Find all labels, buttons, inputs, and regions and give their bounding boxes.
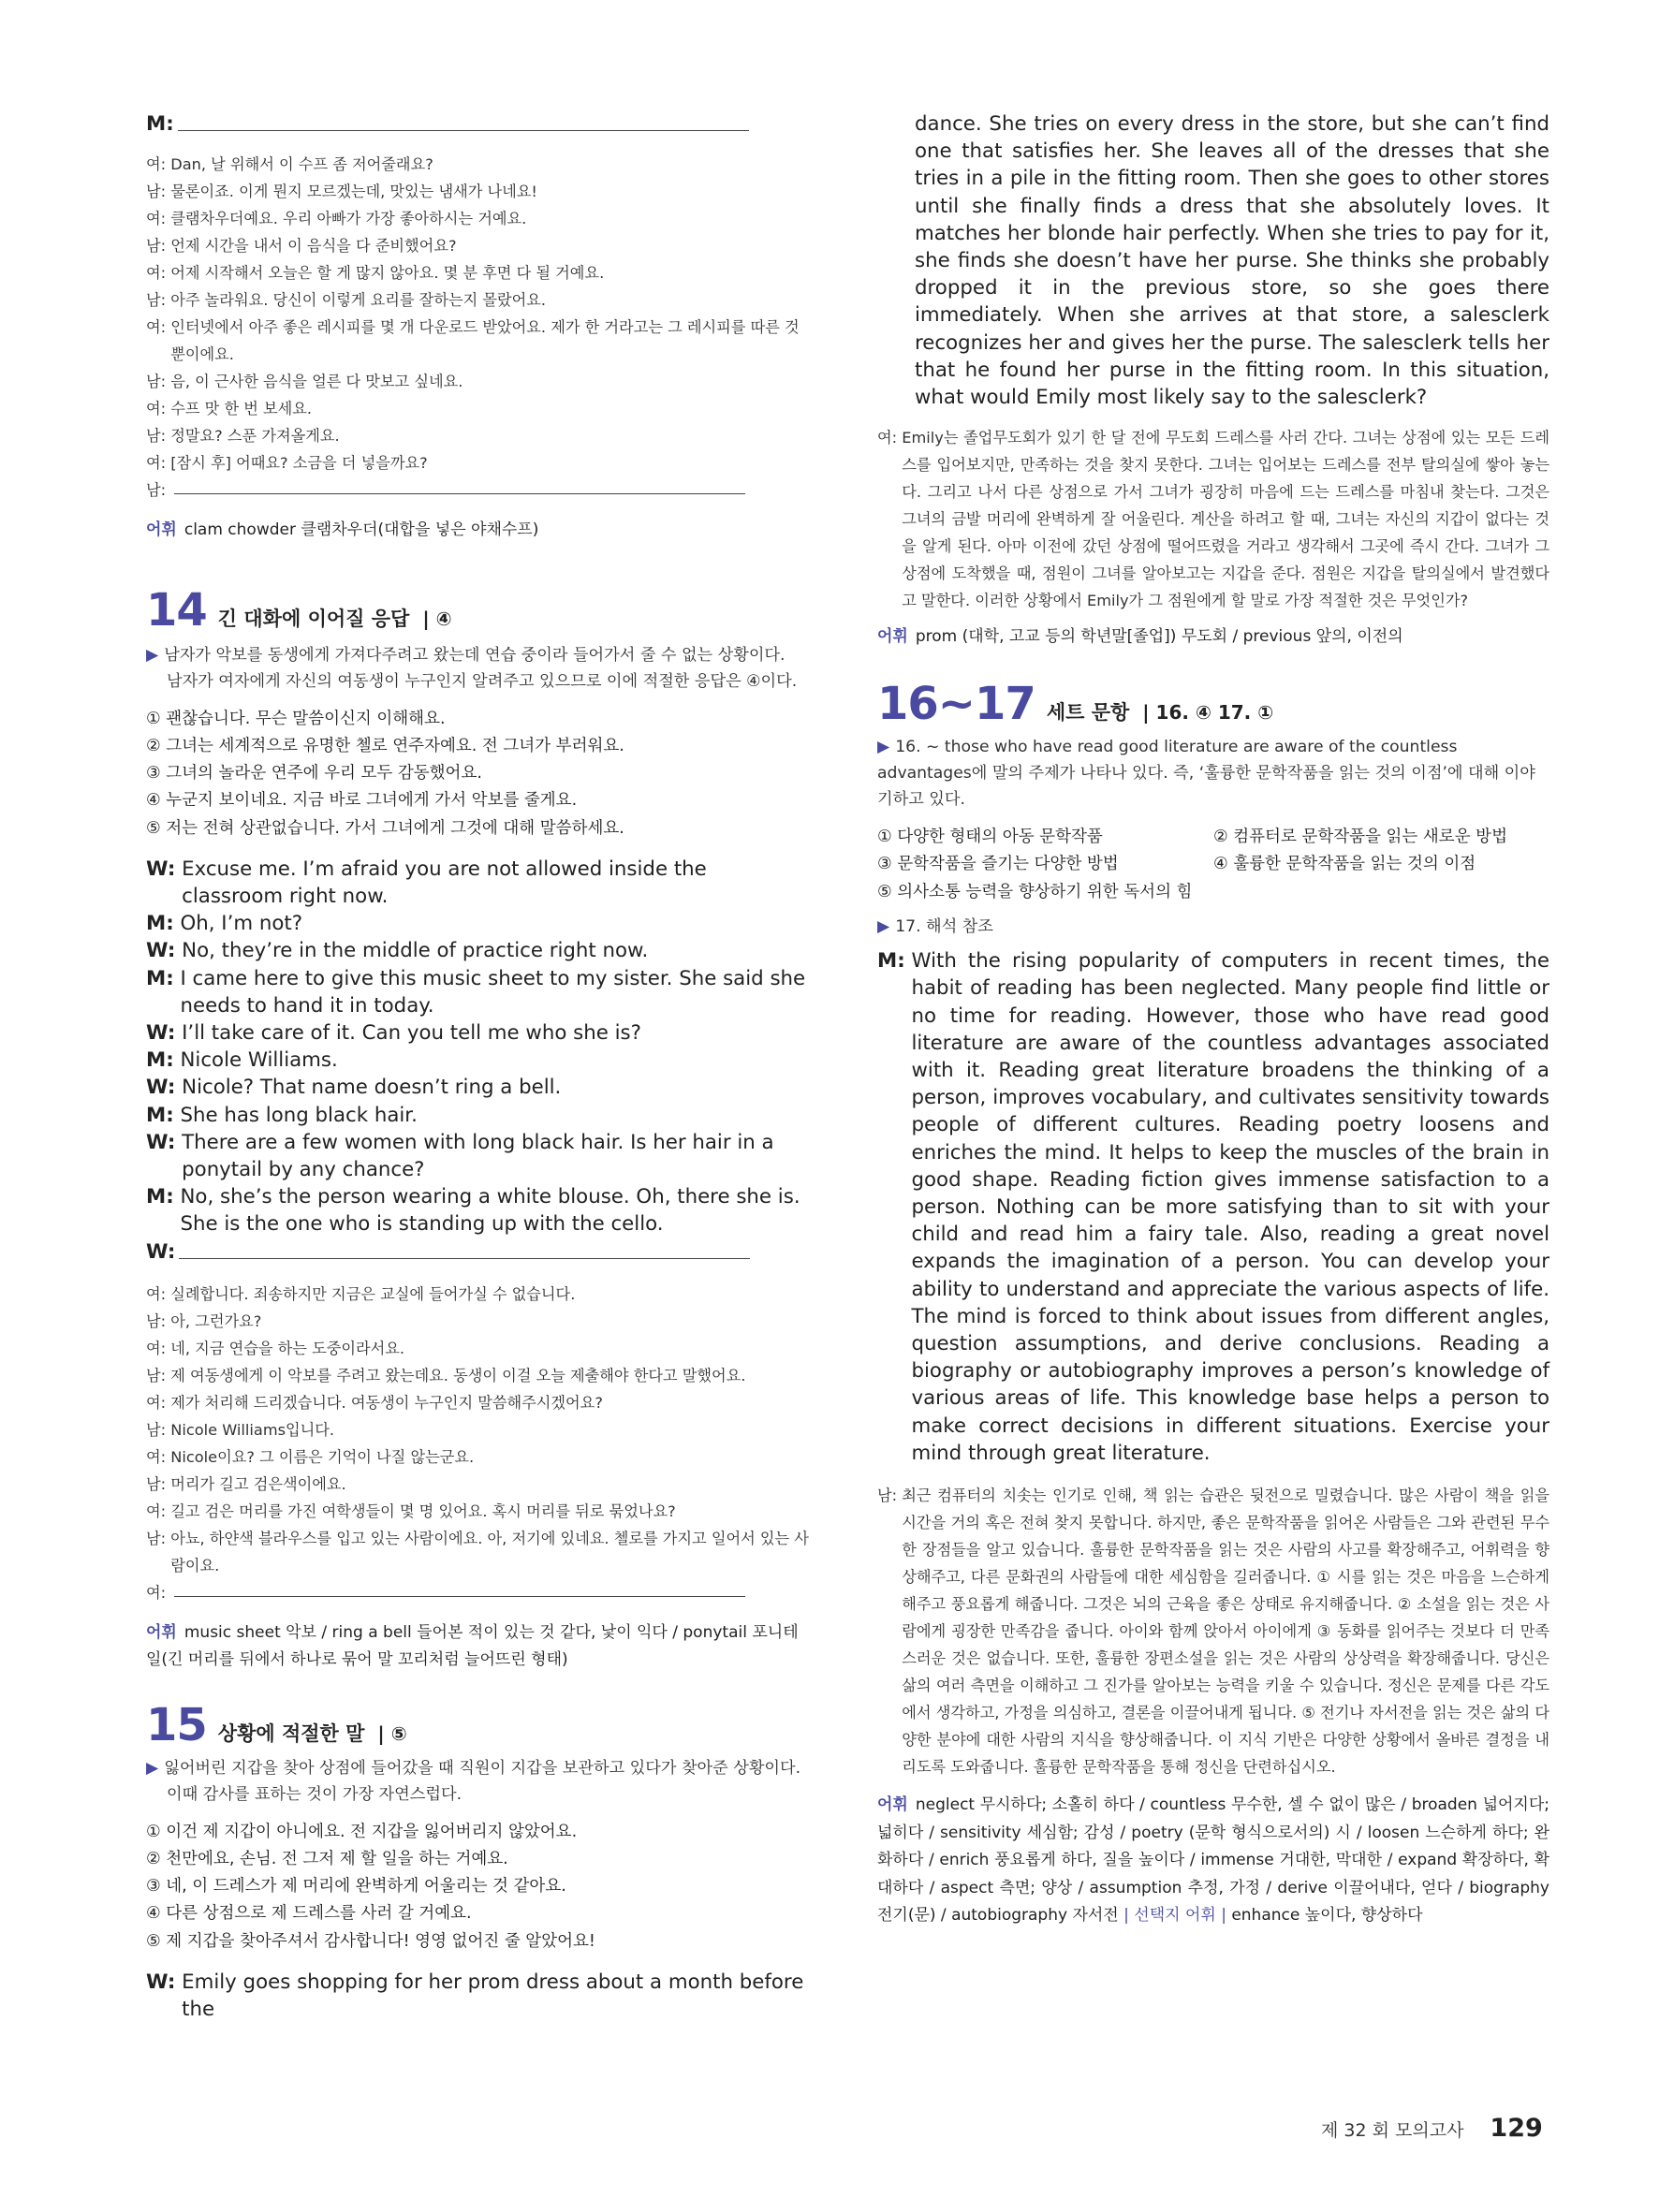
option: ② 컴퓨터로 문학작품을 읽는 새로운 방법 [1213, 827, 1507, 846]
exam-label: 제 32 회 모의고사 [1321, 2120, 1464, 2141]
dialogue-text: Emily goes shopping for her prom dress about a month before the [182, 1970, 804, 2021]
dialogue-text: Nicole Williams. [180, 1048, 338, 1073]
speaker: W: [146, 939, 176, 963]
vocab-text: music sheet 악보 / ring a bell 들어본 적이 있는 것 같다, 낯이 익다 / ponytail 포니테일(긴 머리를 뒤에서 하나로 묶어 말 꼬리처럼 늘어뜨린 형태) [146, 1622, 799, 1670]
translation-text: 물론이죠. 이게 뭔지 모르겠는데, 맛있는 냄새가 나네요! [170, 183, 537, 201]
speaker: W: [146, 1020, 176, 1045]
translation-line [146, 1416, 814, 1443]
speaker: 남: [146, 1420, 171, 1439]
translation-text: 클램차우더예요. 우리 아빠가 가장 좋아하시는 거예요. [170, 210, 527, 228]
translation-line [146, 1335, 814, 1362]
translation-text: Nicole이요? 그 이름은 기억이 나질 않는군요. [170, 1447, 475, 1466]
dialogue-text: Nicole? That name doesn’t ring a bell. [182, 1076, 562, 1100]
translation-line [146, 422, 814, 449]
vocab-text: prom (대학, 고교 등의 학년말[졸업]) 무도회 / previous 앞의, 이전의 [915, 627, 1403, 647]
speaker: 남: [146, 481, 171, 500]
option: ① 이건 제 지갑이 아니에요. 전 지갑을 잃어버리지 않았어요. [146, 1822, 578, 1841]
speaker: W: [146, 1970, 176, 1994]
translation-text: 음, 이 근사한 음식을 얼른 다 맛보고 싶네요. [170, 373, 463, 391]
translation-text: Dan, 날 위해서 이 수프 좀 저어줄래요? [170, 155, 433, 174]
section-answer: | ⑤ [377, 1721, 407, 1745]
speaker: 여: [146, 1284, 171, 1303]
option: ② 그녀는 세계적으로 유명한 첼로 연주자예요. 전 그녀가 부러워요. [146, 736, 624, 755]
translation-line [146, 286, 814, 314]
dialogue-text: With the rising popularity of computers in recent times, the habit of reading has been neglected. Many people find little or no time for reading. However, those who have read good literature are aware of the countless advantages associated with it. Reading great literature broadens the thinking of a person, improves vocabulary, and cultivates sensitivity towards people of different cultures. Reading poetry loosens and enriches the mind. It helps to keep the muscles of the brain in good shape. Reading fiction gives immense satisfaction to a person. Nothing can be more satisfying than to sit with your child and read him a fairy tale. Also, reading a great novel expands the imagination of a person. You can develop your ability to understand and appreciate the various aspects of life. The mind is forced to think about issues from different angles, question assumptions, and derive conclusions. Reading a biography or autobiography improves a person’s knowledge of various areas of life. This knowledge base helps a person to make correct decisions in different situations. Exercise your mind through great literature. [911, 949, 1549, 1465]
translation-16-17 [877, 1482, 1549, 1780]
section-answer: | 16. ④ 17. ① [1142, 700, 1274, 724]
speaker: M: [877, 949, 905, 974]
speaker: 여: [146, 400, 171, 418]
option: ③ 그녀의 놀라운 연주에 우리 모두 감동했어요. [146, 764, 482, 784]
translation-line [146, 1281, 814, 1308]
translation-text: 언제 시간을 내서 이 음식을 다 준비했어요? [170, 237, 457, 256]
speaker: M: [146, 1103, 174, 1127]
section-title: 상황에 적절한 말 [217, 1721, 365, 1745]
speaker: 여: [877, 429, 898, 447]
speaker: W: [146, 1130, 176, 1154]
translation-line [146, 1308, 814, 1335]
option: ⑤ 제 지갑을 찾아주셔서 감사합니다! 영영 없어진 줄 알았어요! [146, 1931, 595, 1951]
translation-text: 제 여동생에게 이 악보를 주려고 왔는데요. 동생이 이걸 오늘 제출해야 한다고 말했어요. [170, 1366, 746, 1384]
triangle-icon: ▶ [877, 737, 890, 756]
translation-13 [146, 151, 814, 504]
speaker: 남: [146, 1474, 171, 1493]
translation-line [146, 476, 814, 504]
options-14 [146, 706, 814, 842]
option: ① 괜찮습니다. 무슨 말씀이신지 이해해요. [146, 709, 446, 728]
speaker: 여: [146, 1339, 171, 1357]
translation-line [146, 1525, 814, 1579]
page-number: 129 [1490, 2114, 1543, 2143]
translation-text: 아주 놀라워요. 당신이 이렇게 요리를 잘하는지 몰랐어요. [170, 291, 547, 310]
speaker: 여: [146, 155, 171, 174]
option: ⑤ 의사소통 능력을 향상하기 위한 독서의 힘 [877, 882, 1193, 901]
translation-line [146, 1471, 814, 1498]
dialogue-text: I came here to give this music sheet to my sister. She said she needs to hand it in today. [180, 966, 806, 1018]
translation-line [146, 1443, 814, 1471]
explanation-line: 17. 해석 참조 [895, 917, 993, 937]
vocab-16-17 [877, 1792, 1549, 1930]
section-answer: | ④ [422, 607, 452, 630]
option: ① 다양한 형태의 아동 문학작품 [877, 827, 1103, 846]
speaker: 남: [146, 373, 171, 391]
section-number: 15 [146, 1698, 207, 1751]
dialogue-text: Excuse me. I’m afraid you are not allowed inside the classroom right now. [182, 857, 707, 908]
translation-text: 실례합니다. 죄송하지만 지금은 교실에 들어가실 수 없습니다. [170, 1284, 576, 1303]
speaker: 여: [146, 264, 171, 283]
translation-line [146, 449, 814, 476]
speaker: 여: [146, 1393, 171, 1412]
option: ④ 누군지 보이네요. 지금 바로 그녀에게 가서 악보를 줄게요. [146, 791, 578, 811]
speaker: 남: [146, 183, 171, 201]
speaker: 여: [146, 1447, 171, 1466]
translation-text: Nicole Williams입니다. [170, 1420, 335, 1439]
translation-line [146, 178, 814, 205]
vocab-text: neglect 무시하다; 소홀히 하다 / countless 무수한, 셀 수 없이 많은 / broaden 넓어지다; 넓히다 / sensitivity 세심함; 감성 / poetry (문학 형식으로서의) 시 / loosen 느슨하게 하다; 완화하다 / enrich 풍요롭게 하다, 질을 높이다 / immense 거대한, 막대한 / expand 확장하다, 확대하다 / aspect 측면; 양상 / assumption 추정, 가정 / derive 이끌어내다, 얻다 / biography 전기(문) / autobiography 자서전 [877, 1795, 1549, 1926]
translation-line [146, 1389, 814, 1416]
translation-text: 인터넷에서 아주 좋은 레시피를 몇 개 다운로드 받았어요. 제가 한 거라고는 그 레시피를 따른 것뿐이에요. [170, 318, 800, 364]
translation-14 [146, 1281, 814, 1606]
dialogue-15-continued [877, 110, 1549, 411]
speaker: 여: [146, 210, 171, 228]
option: ⑤ 저는 전혀 상관없습니다. 가서 그녀에게 그것에 대해 말씀하세요. [146, 818, 624, 838]
option: ④ 훌륭한 문학작품을 읽는 것의 이점 [1213, 855, 1476, 874]
translation-line [146, 259, 814, 286]
speaker: 남: [146, 1311, 171, 1330]
speaker: M: [146, 1048, 174, 1073]
translation-line [146, 205, 814, 232]
translation-text: 아뇨, 하얀색 블라우스를 입고 있는 사람이에요. 아, 저기에 있네요. 첼로를 가지고 일어서 있는 사람이요. [170, 1529, 809, 1575]
speaker: 남: [146, 1366, 171, 1384]
triangle-icon: ▶ [146, 645, 159, 665]
vocab-text: clam chowder 클램차우더(대합을 넣은 야채수프) [184, 520, 539, 540]
left-column [146, 110, 814, 2023]
translation-text: 네, 지금 연습을 하는 도중이라서요. [170, 1339, 405, 1357]
section-16-17-header [877, 678, 1549, 730]
vocab-text: enhance 높이다, 향상하다 [1231, 1906, 1423, 1926]
vocab-14 [146, 1619, 814, 1675]
explanation-16 [877, 734, 1549, 813]
vocab-subheading: | 선택지 어휘 | [1123, 1906, 1226, 1926]
speaker: M: [146, 1185, 174, 1209]
vocab-15 [877, 623, 1549, 652]
section-14-header [146, 584, 814, 637]
translation-15 [877, 424, 1549, 614]
speaker: 여: [146, 1502, 171, 1520]
dialogue-text: She has long black hair. [180, 1103, 418, 1127]
vocab-tag: 어휘 [877, 1795, 908, 1815]
vocab-tag: 어휘 [146, 1622, 177, 1642]
translation-text: 수프 맛 한 번 보세요. [170, 400, 313, 418]
speaker: W: [146, 1239, 176, 1264]
section-number: 16~17 [877, 677, 1035, 730]
option: ③ 네, 이 드레스가 제 머리에 완벽하게 어울리는 것 같아요. [146, 1877, 566, 1897]
dialogue-15-start [146, 1969, 814, 2023]
speaker: M: [146, 966, 174, 990]
answer-blank [179, 1238, 750, 1259]
explanation-line: 16. ~ those who have read good literature are aware of the countless advantages에 말의 주제가 나타나 있다. 즉, ‘훌륭한 문학작품을 읽는 것의 이점’에 대해 이야기하고 있다. [877, 737, 1535, 809]
dialogue-text: No, they’re in the middle of practice right now. [182, 939, 649, 963]
speaker: 남: [146, 427, 171, 446]
translation-text: Emily는 졸업무도회가 있기 한 달 전에 무도회 드레스를 사러 간다. 그녀는 상점에 있는 모든 드레스를 입어보지만, 만족하는 것을 찾지 못한다. 그녀는 입어보는 드레스를 전부 탈의실에 쌓아 놓는다. 그리고 나서 다른 상점으로 가서 그녀가 굉장히 마음에 드는 드레스를 마침내 찾는다. 그것은 그녀의 금발 머리에 완벽하게 잘 어울린다. 계산을 하려고 할 때, 그녀는 자신의 지갑이 없다는 것을 알게 된다. 아마 이전에 갔던 상점에 떨어뜨렸을 거라고 생각해서 그곳에 즉시 간다. 그녀가 그 상점에 도착했을 때, 점원이 그녀를 알아보고는 지갑을 준다. 점원은 지갑을 탈의실에서 발견했다고 말한다. 이러한 상황에서 Emily가 그 점원에게 할 말로 가장 적절한 것은 무엇인가? [902, 429, 1549, 610]
speaker: M: [146, 912, 174, 936]
translation-line [146, 232, 814, 259]
translation-line [146, 368, 814, 395]
translation-text: 제가 처리해 드리겠습니다. 여동생이 누구인지 말씀해주시겠어요? [170, 1393, 603, 1412]
option: ④ 다른 상점으로 제 드레스를 사러 갈 거예요. [146, 1904, 472, 1924]
option: ② 천만에요, 손님. 전 그저 제 할 일을 하는 거예요. [146, 1849, 508, 1868]
options-16 [877, 824, 1549, 907]
explanation-line: 남자가 여자에게 자신의 여동생이 누구인지 알려주고 있으므로 이에 적절한 응답은 ④이다. [167, 671, 798, 691]
translation-text: 정말요? 스푼 가져올게요. [170, 427, 340, 446]
translation-line [146, 314, 814, 368]
translation-line [146, 395, 814, 422]
speaker: W: [146, 1076, 176, 1100]
explanation-line: 남자가 악보를 동생에게 가져다주려고 왔는데 연습 중이라 들어가서 줄 수 없는 상황이다. [164, 645, 786, 665]
translation-line [146, 151, 814, 178]
translation-text: [잠시 후] 어때요? 소금을 더 넣을까요? [170, 454, 428, 473]
dialogue-14 [146, 856, 814, 1266]
speaker: 여: [146, 1583, 171, 1602]
speaker: 남: [146, 1529, 171, 1547]
triangle-icon: ▶ [877, 917, 890, 937]
vocab-tag: 어휘 [877, 627, 908, 647]
dialogue-text: Oh, I’m not? [180, 912, 303, 936]
section-title: 세트 문항 [1046, 700, 1130, 724]
translation-text: 길고 검은 머리를 가진 여학생들이 몇 명 있어요. 혹시 머리를 뒤로 묶었나요? [170, 1502, 676, 1520]
translation-text: 어제 시작해서 오늘은 할 게 많지 않아요. 몇 분 후면 다 될 거예요. [170, 264, 605, 283]
answer-blank [178, 110, 749, 131]
translation-text: 머리가 길고 검은색이에요. [170, 1474, 346, 1493]
dialogue-text: dance. She tries on every dress in the store, but she can’t find one that satisfies her. She leaves all of the dresses that she tries in a pile in the fitting room. Then she goes to other stores until she finally finds a dress that she absolutely loves. It matches her blonde hair perfectly. When she tries to pay for it, she finds she doesn’t have her purse. She thinks she probably dropped it in the previous store, so she goes there immediately. When she arrives at that store, a salesclerk recognizes her and gives her the purse. The salesclerk tells her that he found her purse in the fitting room. In this situation, what would Emily most likely say to the salesclerk? [915, 112, 1549, 410]
answer-blank [174, 476, 745, 494]
explanation-15 [146, 1755, 814, 1808]
translation-text: 아, 그런가요? [170, 1311, 262, 1330]
speaker: 남: [146, 291, 171, 310]
speaker: M: [146, 112, 174, 136]
answer-blank [174, 1579, 745, 1597]
speaker: 남: [146, 237, 171, 256]
speaker: 여: [146, 318, 171, 337]
options-15 [146, 1819, 814, 1956]
explanation-17 [877, 914, 1549, 940]
section-15-header [146, 1699, 814, 1751]
triangle-icon: ▶ [146, 1758, 159, 1778]
translation-line [146, 1362, 814, 1389]
speaker: W: [146, 857, 176, 881]
vocab-13 [146, 517, 814, 545]
explanation-line: 이때 감사를 표하는 것이 가장 자연스럽다. [167, 1784, 463, 1804]
section-number: 14 [146, 583, 207, 637]
dialogue-text: I’ll take care of it. Can you tell me who she is? [182, 1020, 641, 1045]
explanation-14 [146, 642, 814, 695]
dialogue-16-17 [877, 947, 1549, 1467]
speaker: 남: [877, 1487, 898, 1505]
section-title: 긴 대화에 이어질 응답 [217, 607, 410, 630]
translation-line [146, 1498, 814, 1525]
translation-line [146, 1579, 814, 1606]
translation-text: 최근 컴퓨터의 치솟는 인기로 인해, 책 읽는 습관은 뒷전으로 밀렸습니다. 많은 사람이 책을 읽을 시간을 거의 혹은 전혀 찾지 못합니다. 하지만, 좋은 문학작품을 읽어온 사람들은 그와 관련된 무수한 장점들을 알고 있습니다. 훌륭한 문학작품을 읽는 것은 사람의 사고를 확장해주고, 어휘력을 향상해주고, 다른 문화권의 사람들에 대한 세심함을 길러줍니다. ① 시를 읽는 것은 마음을 느슨하게 해주고 풍요롭게 해줍니다. 그것은 뇌의 근육을 좋은 상태로 유지해줍니다. ② 소설을 읽는 것은 사람에게 굉장한 만족감을 줍니다. 아이와 함께 앉아서 아이에게 ③ 동화를 읽어주는 것보다 더 만족스러운 것은 없습니다. 또한, 훌륭한 장편소설을 읽는 것은 사람의 상상력을 확장해줍니다. 당신은 삶의 여러 측면을 이해하고 그 진가를 알아보는 능력을 키울 수 있습니다. 정신은 문제를 다른 각도에서 생각하고, 가정을 의심하고, 결론을 이끌어내게 됩니다. ⑤ 전기나 자서전을 읽는 것은 삶의 다양한 분야에 대한 사람의 지식을 향상해줍니다. 이 지식 기반은 다양한 상황에서 올바른 결정을 내리도록 도와줍니다. 훌륭한 문학작품을 통해 정신을 단련하십시오. [902, 1487, 1549, 1777]
vocab-tag: 어휘 [146, 520, 177, 540]
right-column [877, 110, 1549, 1930]
explanation-line: 잃어버린 지갑을 찾아 상점에 들어갔을 때 직원이 지갑을 보관하고 있다가 찾아준 상황이다. [164, 1758, 801, 1778]
dialogue-text: There are a few women with long black hair. Is her hair in a ponytail by any chance? [182, 1130, 774, 1181]
option: ③ 문학작품을 즐기는 다양한 방법 [877, 855, 1119, 874]
page-footer [1321, 2114, 1543, 2143]
speaker: 여: [146, 454, 171, 473]
m-answer-line [146, 110, 814, 138]
dialogue-text: No, she’s the person wearing a white blouse. Oh, there she is. She is the one who is standing up with the cello. [180, 1185, 800, 1237]
